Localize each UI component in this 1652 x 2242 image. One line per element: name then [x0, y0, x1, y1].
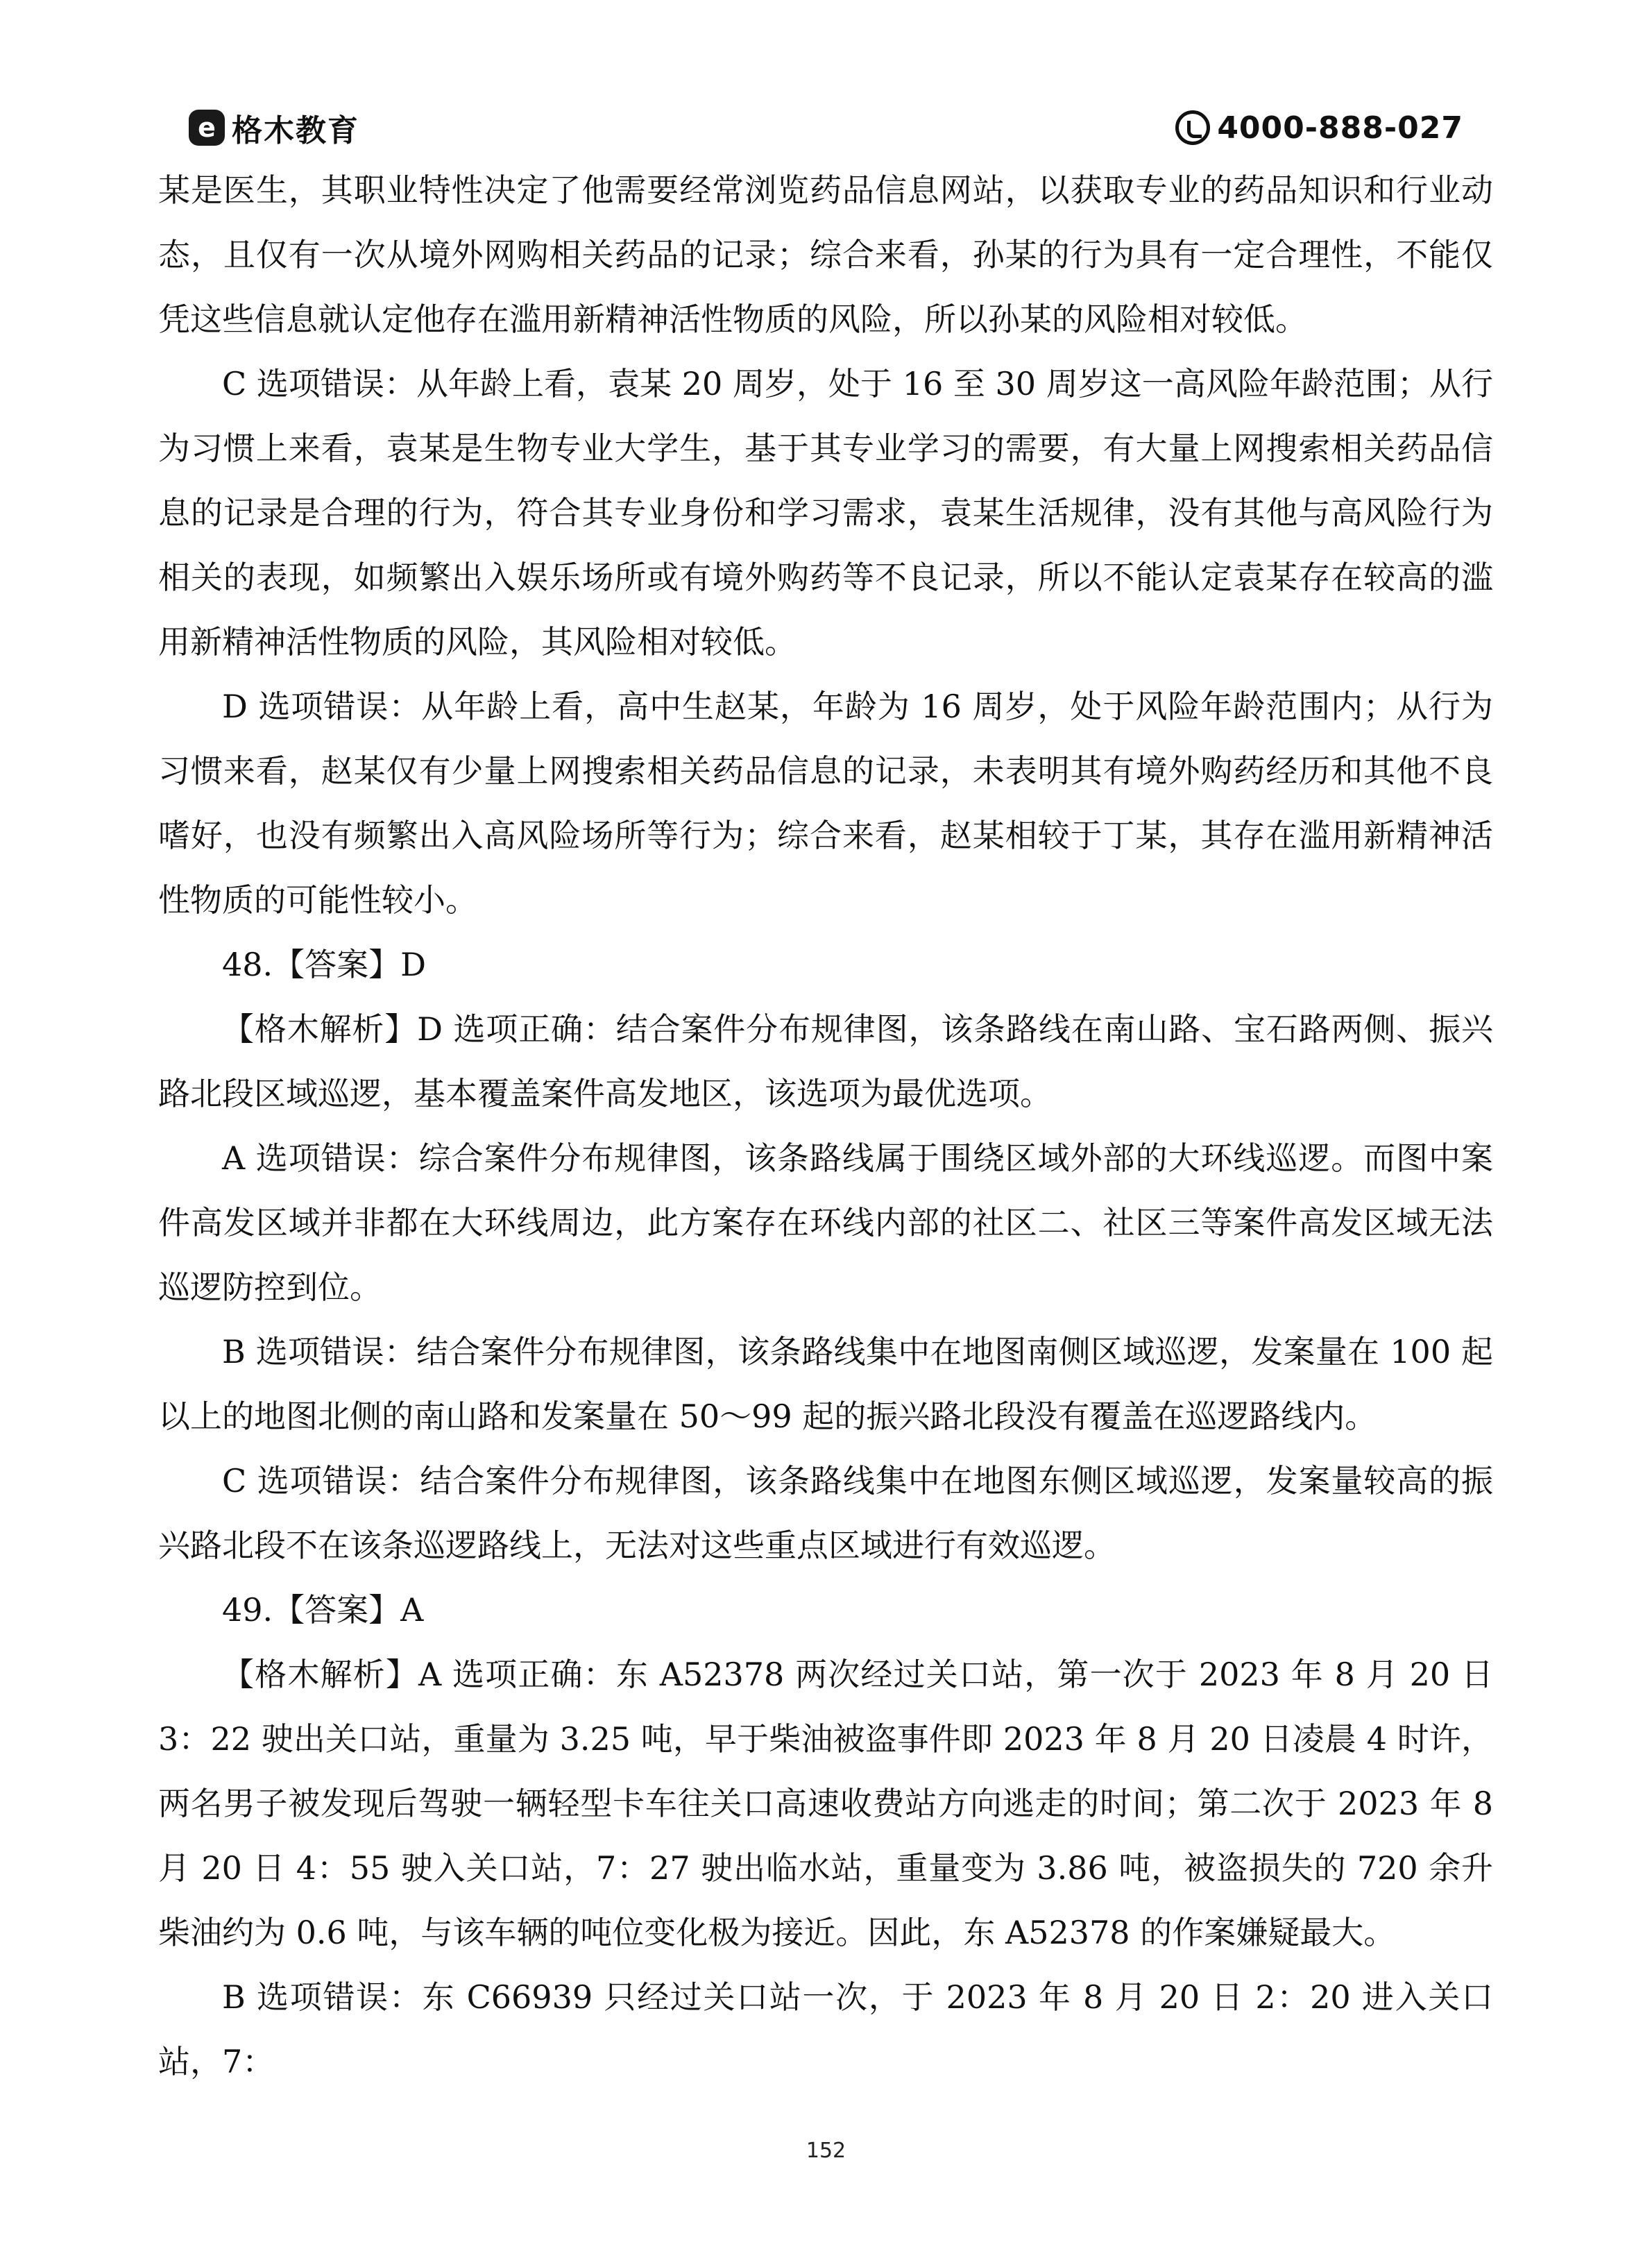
- logo-mark-letter: e: [198, 112, 216, 143]
- page-header: [189, 103, 1463, 153]
- body-paragraph: 【格木解析】A 选项正确：东 A52378 两次经过关口站，第一次于 2023 年 8 月 20 日 3：22 驶出关口站，重量为 3.25 吨，早于柴油被盗事件即 2023 年 8 月 20 日凌晨 4 时许，两名男子被发现后驾驶一辆轻型卡车往关口高速收费站方向逃走的时间；第二次于 2023 年 8 月 20 日 4：55 驶入关口站，7：27 驶出临水站，重量变为 3.86 吨，被盗损失的 720 余升柴油约为 0.6 吨，与该车辆的吨位变化极为接近。因此，东 A52378 的作案嫌疑最大。: [158, 1656, 1493, 1951]
- page-body: [158, 158, 1493, 2094]
- body-paragraph: C 选项错误：结合案件分布规律图，该条路线集中在地图东侧区域巡逻，发案量较高的振兴路北段不在该条巡逻路线上，无法对这些重点区域进行有效巡逻。: [158, 1462, 1493, 1564]
- body-paragraph: D 选项错误：从年龄上看，高中生赵某，年龄为 16 周岁，处于风险年龄范围内；从行为习惯来看，赵某仅有少量上网搜索相关药品信息的记录，未表明其有境外购药经历和其他不良嗜好，也没有频繁出入高风险场所等行为；综合来看，赵某相较于丁某，其存在滥用新精神活性物质的可能性较小。: [158, 688, 1493, 919]
- brand-logo: [189, 103, 359, 153]
- body-paragraph: B 选项错误：结合案件分布规律图，该条路线集中在地图南侧区域巡逻，发案量在 100 起以上的地图北侧的南山路和发案量在 50～99 起的振兴路北段没有覆盖在巡逻路线内。: [158, 1333, 1493, 1435]
- body-paragraph: 【格木解析】D 选项正确：结合案件分布规律图，该条路线在南山路、宝石路两侧、振兴路北段区域巡逻，基本覆盖案件高发地区，该选项为最优选项。: [158, 1010, 1493, 1112]
- body-paragraph: 某是医生，其职业特性决定了他需要经常浏览药品信息网站，以获取专业的药品知识和行业动态，且仅有一次从境外网购相关药品的记录；综合来看，孙某的行为具有一定合理性，不能仅凭这些信息就认定他存在滥用新精神活性物质的风险，所以孙某的风险相对较低。: [158, 171, 1493, 338]
- body-paragraph: 48.【答案】D: [222, 946, 427, 983]
- logo-e-icon: [189, 110, 225, 146]
- logo-text: 格木教育: [232, 113, 359, 148]
- body-paragraph: B 选项错误：东 C66939 只经过关口站一次，于 2023 年 8 月 20 日 2：20 进入关口站，7：: [158, 1978, 1493, 2080]
- body-paragraph: A 选项错误：综合案件分布规律图，该条路线属于围绕区域外部的大环线巡逻。而图中案件高发区域并非都在大环线周边，此方案存在环线内部的社区二、社区三等案件高发区域无法巡逻防控到位。: [158, 1139, 1493, 1306]
- body-paragraph: C 选项错误：从年龄上看，袁某 20 周岁，处于 16 至 30 周岁这一高风险年龄范围；从行为习惯上来看，袁某是生物专业大学生，基于其专业学习的需要，有大量上网搜索相关药品信息的记录是合理的行为，符合其专业身份和学习需求，袁某生活规律，没有其他与高风险行为相关的表现，如频繁出入娱乐场所或有境外购药等不良记录，所以不能认定袁某存在较高的滥用新精神活性物质的风险，其风险相对较低。: [158, 365, 1493, 661]
- phone-contact: [1175, 103, 1463, 153]
- phone-icon: [1175, 110, 1210, 145]
- body-paragraph: 49.【答案】A: [222, 1591, 424, 1629]
- phone-number: 4000-888-027: [1217, 110, 1463, 146]
- page-number: 152: [806, 2139, 846, 2163]
